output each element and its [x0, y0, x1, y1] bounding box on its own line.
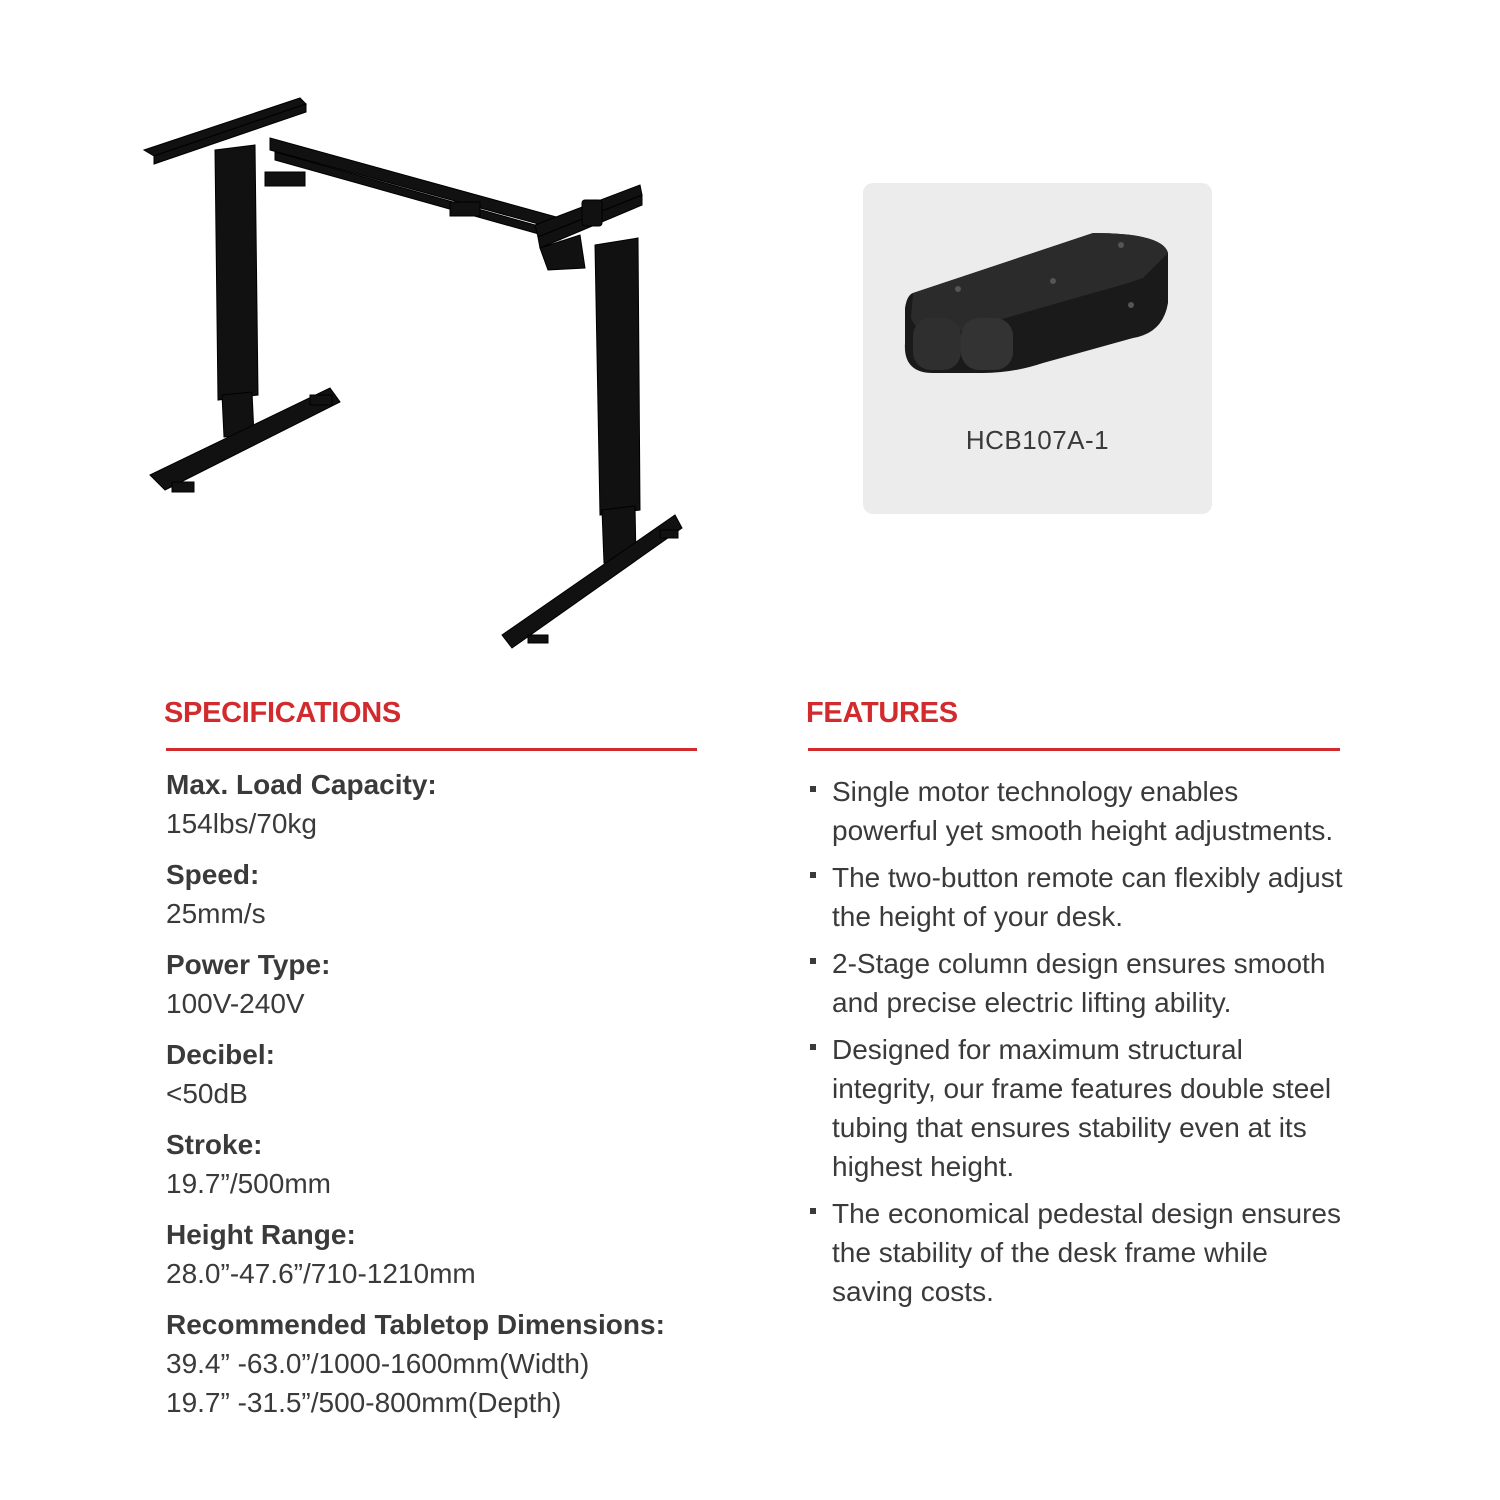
- spec-height-range: [166, 1215, 726, 1293]
- spec-power-type: [166, 945, 726, 1023]
- feature-text: 2-Stage column design ensures smooth and precise electric lifting ability.: [832, 948, 1326, 1018]
- spec-value: 28.0”-47.6”/710-1210mm: [166, 1258, 476, 1289]
- spec-label: Max. Load Capacity:: [166, 769, 437, 800]
- remote-model-label: HCB107A-1: [965, 425, 1110, 455]
- spec-value: 39.4” -63.0”/1000-1600mm(Width): [166, 1348, 590, 1379]
- spec-value: 154lbs/70kg: [166, 808, 318, 839]
- feature-text: The economical pedestal design ensures the stability of the desk frame while saving costs.: [832, 1198, 1341, 1307]
- spec-load-capacity: [166, 765, 726, 843]
- spec-value: 19.7”/500mm: [166, 1168, 331, 1199]
- standing-desk-frame-icon: [130, 90, 700, 660]
- feature-item: [808, 944, 1348, 1022]
- spec-label: Decibel:: [166, 1039, 275, 1070]
- feature-text: The two-button remote can flexibly adjust the height of your desk.: [832, 862, 1343, 932]
- features-divider: [808, 748, 1340, 751]
- feature-item: [808, 1194, 1348, 1311]
- desk-frame-image: [130, 90, 700, 660]
- specifications-divider: [166, 748, 697, 751]
- spec-decibel: [166, 1035, 726, 1113]
- spec-label: Recommended Tabletop Dimensions:: [166, 1309, 665, 1340]
- feature-text: Designed for maximum structural integrity, our frame features double steel tubing that ensures stability even at its highest height.: [832, 1034, 1332, 1182]
- spec-tabletop-dimensions: [166, 1305, 726, 1422]
- spec-value-depth: 19.7” -31.5”/500-800mm(Depth): [166, 1387, 562, 1418]
- spec-label: Speed:: [166, 859, 260, 890]
- bullet-icon: [810, 872, 816, 878]
- spec-label: Power Type:: [166, 949, 331, 980]
- bullet-icon: [810, 1044, 816, 1050]
- bullet-icon: [810, 958, 816, 964]
- feature-item: [808, 1030, 1348, 1186]
- spec-value: 100V-240V: [166, 988, 305, 1019]
- spec-label: Stroke:: [166, 1129, 263, 1160]
- feature-item: [808, 858, 1348, 936]
- spec-label: Height Range:: [166, 1219, 356, 1250]
- spec-speed: [166, 855, 726, 933]
- spec-value: <50dB: [166, 1078, 248, 1109]
- feature-item: [808, 772, 1348, 850]
- spec-stroke: [166, 1125, 726, 1203]
- spec-value: 25mm/s: [166, 898, 266, 929]
- specifications-list: [166, 765, 726, 1422]
- bullet-icon: [810, 1208, 816, 1214]
- features-list: [808, 772, 1348, 1311]
- two-button-remote-icon: [893, 223, 1183, 383]
- specifications-heading: SPECIFICATIONS: [164, 697, 401, 729]
- features-heading: FEATURES: [806, 697, 958, 729]
- bullet-icon: [810, 786, 816, 792]
- remote-card: [863, 183, 1212, 514]
- feature-text: Single motor technology enables powerful yet smooth height adjustments.: [832, 776, 1334, 846]
